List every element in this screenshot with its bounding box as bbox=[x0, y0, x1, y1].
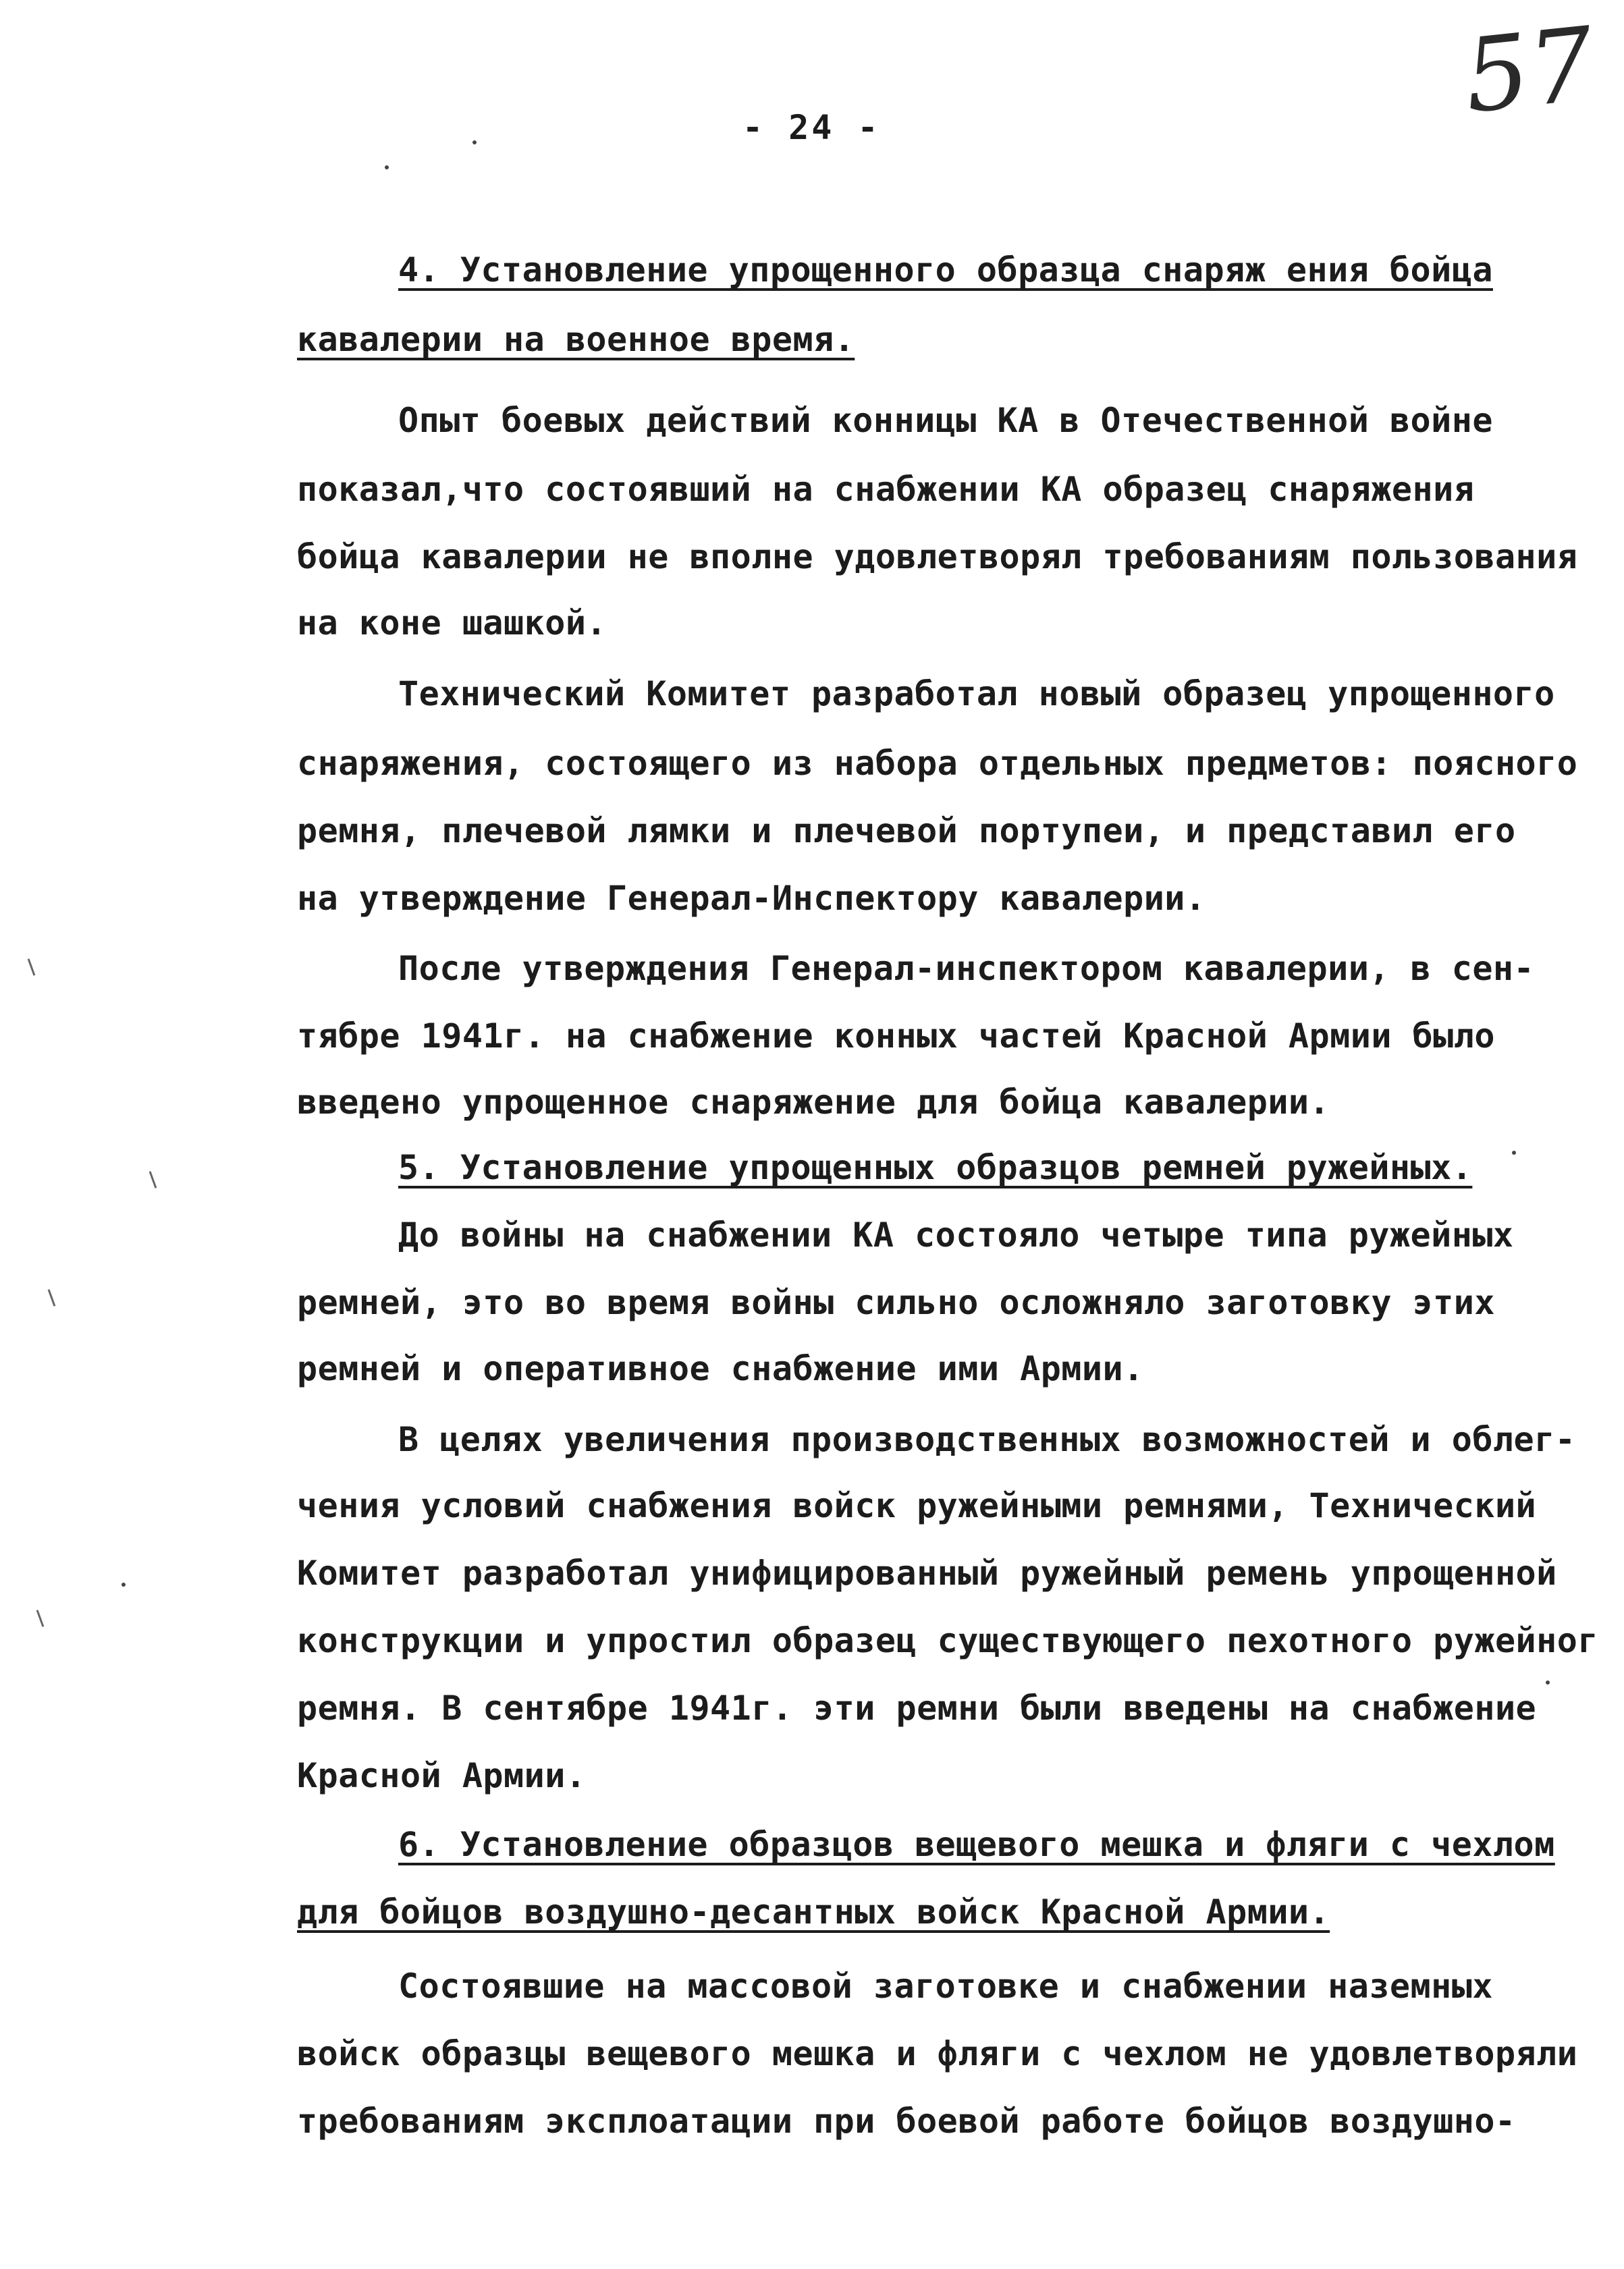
paragraph-line: ремней и оперативное снабжение ими Армии. bbox=[297, 1349, 1144, 1388]
paragraph-line: снаряжения, состоящего из набора отдельных предметов: поясного bbox=[297, 744, 1578, 783]
page-number: - 24 - bbox=[742, 108, 881, 147]
paragraph-line: ремней, это во время войны сильно осложняло заготовку этих bbox=[297, 1283, 1495, 1322]
scan-speck bbox=[1546, 1680, 1550, 1685]
scan-speck bbox=[472, 140, 477, 144]
paragraph-line: конструкции и упростил образец существующего пехотного ружейног bbox=[297, 1621, 1598, 1660]
paragraph-line: Опыт боевых действий конницы КА в Отечественной войне bbox=[398, 401, 1493, 440]
paragraph-line: введено упрощенное снаряжение для бойца кавалерии. bbox=[297, 1083, 1330, 1122]
handwritten-folio-number: 57 bbox=[1459, 5, 1600, 136]
paragraph-line: Красной Армии. bbox=[297, 1756, 587, 1795]
scan-mark bbox=[36, 1610, 45, 1626]
paragraph-line: войск образцы вещевого мешка и фляги с чехлом не удовлетворяли bbox=[297, 2034, 1578, 2073]
paragraph-line: бойца кавалерии не вполне удовлетворял требованиям пользования bbox=[297, 537, 1578, 576]
section-6-heading-line-2: для бойцов воздушно-десантных войск Красной Армии. bbox=[297, 1892, 1330, 1932]
section-6-heading-line-1: 6. Установление образцов вещевого мешка и фляги с чехлом bbox=[398, 1825, 1555, 1864]
paragraph-line: В целях увеличения производственных возможностей и облег- bbox=[398, 1420, 1576, 1459]
paragraph-line: Состоявшие на массовой заготовке и снабжении наземных bbox=[398, 1967, 1493, 2006]
paragraph-line: показал,что состоявший на снабжении КА образец снаряжения bbox=[297, 470, 1475, 509]
scan-mark bbox=[149, 1171, 157, 1188]
paragraph-line: требованиям эксплоатации при боевой работе бойцов воздушно- bbox=[297, 2102, 1516, 2141]
scan-speck bbox=[1512, 1151, 1516, 1155]
paragraph-line: чения условий снабжения войск ружейными ремнями, Технический bbox=[297, 1486, 1537, 1525]
scan-speck bbox=[385, 165, 389, 169]
section-4-heading-line-2: кавалерии на военное время. bbox=[297, 320, 855, 359]
paragraph-line: Технический Комитет разработал новый образец упрощенного bbox=[398, 674, 1555, 713]
paragraph-line: ремня. В сентябре 1941г. эти ремни были введены на снабжение bbox=[297, 1689, 1537, 1728]
paragraph-line: До войны на снабжении КА состояло четыре типа ружейных bbox=[398, 1215, 1514, 1255]
section-5-heading: 5. Установление упрощенных образцов ремней ружейных. bbox=[398, 1148, 1473, 1187]
paragraph-line: После утверждения Генерал-инспектором кавалерии, в сен- bbox=[398, 949, 1535, 988]
section-4-heading-line-1: 4. Установление упрощенного образца снаряж ения бойца bbox=[398, 250, 1493, 290]
scan-speck bbox=[121, 1583, 126, 1587]
paragraph-line: ремня, плечевой лямки и плечевой портупеи, и представил его bbox=[297, 811, 1516, 850]
paragraph-line: на коне шашкой. bbox=[297, 603, 607, 643]
scan-mark bbox=[28, 958, 36, 975]
paragraph-line: на утверждение Генерал-Инспектору кавалерии. bbox=[297, 879, 1206, 918]
paragraph-line: тябре 1941г. на снабжение конных частей Красной Армии было bbox=[297, 1016, 1495, 1056]
paragraph-line: Комитет разработал унифицированный ружейный ремень упрощенной bbox=[297, 1554, 1557, 1593]
scan-mark bbox=[48, 1289, 56, 1306]
